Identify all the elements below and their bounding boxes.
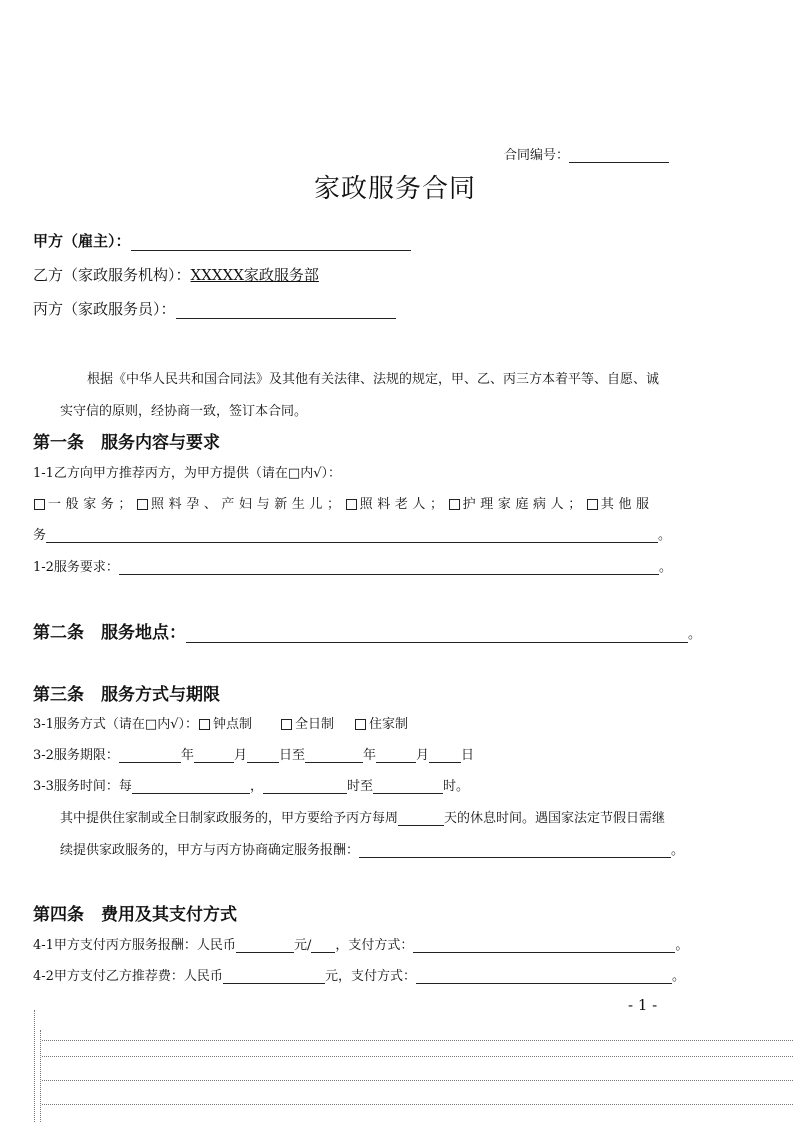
referral-fee-amount-blank xyxy=(223,967,325,984)
preamble-line-2: 实守信的原则，经协商一致，签订本合同。 xyxy=(60,404,308,419)
dotted-guide-horizontal xyxy=(42,1080,793,1081)
article-1-item-1: 1-1乙方向甲方推荐丙方，为甲方提供（请在□内√）： xyxy=(33,466,342,481)
rest-day-text-b: 天的休息时间。遇国家法定节假日需继 xyxy=(444,811,666,826)
service-fee-row xyxy=(33,934,688,953)
rest-days-blank xyxy=(398,809,444,826)
other-service-row xyxy=(33,524,671,543)
service-fee-amount-blank xyxy=(236,936,294,953)
mode-hourly: 钟点制 xyxy=(213,717,253,732)
article-2-row xyxy=(33,618,701,643)
party-a-label: 甲方（雇主）： xyxy=(33,232,131,250)
service-options-row xyxy=(33,493,654,512)
period: 。 xyxy=(658,528,672,543)
end-year-blank xyxy=(305,746,363,763)
service-requirement-blank xyxy=(119,558,659,575)
article-4-title: 第四条 费用及其支付方式 xyxy=(33,905,237,925)
rest-day-text-a: 其中提供住家制或全日制家政服务的，甲方要给予丙方每周 xyxy=(60,811,399,826)
option-checkbox[interactable] xyxy=(346,499,357,510)
year-label: 年 xyxy=(362,748,376,763)
party-a-row xyxy=(33,230,411,251)
party-b-label: 乙方（家政服务机构）： xyxy=(33,266,191,284)
referral-fee-label: 4-2甲方支付乙方推荐费：人民币 xyxy=(33,969,223,984)
period: 。 xyxy=(671,969,685,984)
period: 。 xyxy=(688,627,702,642)
option-other-cont: 务 xyxy=(33,528,47,543)
preamble-line-1: 根据《中华人民共和国合同法》及其他有关法律、法规的规定，甲、乙、丙三方本着平等、自愿、诚 xyxy=(87,372,660,387)
page-number: - 1 - xyxy=(628,996,658,1014)
option-elderly: 照料老人； xyxy=(359,497,448,512)
time-end-label: 时。 xyxy=(442,779,469,794)
option-maternity: 照料孕、产妇与新生儿； xyxy=(151,497,345,512)
day-to-label: 日至 xyxy=(278,748,305,763)
service-fee-unit: 元/ xyxy=(293,938,312,953)
contract-number-label: 合同编号： xyxy=(504,148,570,163)
party-b-value: XXXXX家政服务部 xyxy=(190,266,319,284)
option-checkbox[interactable] xyxy=(587,499,598,510)
dotted-guide-vertical xyxy=(34,1010,35,1122)
referral-payment-label: 元，支付方式： xyxy=(324,969,416,984)
start-month-blank xyxy=(194,746,234,763)
day-label: 日 xyxy=(461,748,475,763)
service-time-label: 3-3服务时间：每 xyxy=(33,779,132,794)
service-time-row xyxy=(33,775,469,794)
option-other: 其他服 xyxy=(600,497,654,512)
period: 。 xyxy=(671,843,685,858)
holiday-pay-text: 续提供家政服务的，甲方与丙方协商确定服务报酬： xyxy=(60,843,360,858)
mode-checkbox[interactable] xyxy=(199,719,210,730)
comma: ， xyxy=(249,779,263,794)
mode-checkbox[interactable] xyxy=(281,719,292,730)
start-day-blank xyxy=(247,746,279,763)
option-checkbox[interactable] xyxy=(449,499,460,510)
period: 。 xyxy=(675,938,689,953)
end-month-blank xyxy=(376,746,416,763)
article-1-title: 第一条 服务内容与要求 xyxy=(33,433,220,453)
service-fee-label: 4-1甲方支付丙方服务报酬：人民币 xyxy=(33,938,236,953)
party-b-row xyxy=(33,264,319,285)
end-time-blank xyxy=(373,777,443,794)
mode-livein: 住家制 xyxy=(369,717,409,732)
option-checkbox[interactable] xyxy=(137,499,148,510)
holiday-pay-row xyxy=(60,839,684,858)
service-fee-period-blank xyxy=(311,936,335,953)
frequency-blank xyxy=(132,777,250,794)
rest-day-row xyxy=(60,807,665,826)
contract-number-blank xyxy=(569,146,669,163)
dotted-guide-horizontal xyxy=(42,1056,793,1057)
service-term-label: 3-2服务期限： xyxy=(33,748,119,763)
dotted-guide-horizontal xyxy=(42,1104,793,1105)
mode-fullday: 全日制 xyxy=(295,717,335,732)
period: 。 xyxy=(658,560,672,575)
service-term-row xyxy=(33,744,474,763)
start-time-blank xyxy=(263,777,347,794)
dotted-guide-horizontal xyxy=(42,1040,793,1041)
mode-checkbox[interactable] xyxy=(355,719,366,730)
service-mode-label: 3-1服务方式（请在□内√）： xyxy=(33,717,199,732)
option-checkbox[interactable] xyxy=(34,499,45,510)
party-c-blank xyxy=(176,302,396,319)
contract-number-row xyxy=(504,144,669,163)
document-title: 家政服务合同 xyxy=(314,174,477,204)
article-3-title: 第三条 服务方式与期限 xyxy=(33,685,220,705)
option-housework: 一般家务； xyxy=(48,497,137,512)
month-label: 月 xyxy=(233,748,247,763)
referral-fee-row xyxy=(33,965,685,984)
dotted-guide-vertical xyxy=(40,1030,41,1122)
service-requirement-row xyxy=(33,556,672,575)
start-year-blank xyxy=(119,746,181,763)
party-c-label: 丙方（家政服务员）： xyxy=(33,300,176,318)
service-location-blank xyxy=(186,626,688,643)
payment-method-blank xyxy=(413,936,675,953)
referral-payment-blank xyxy=(416,967,672,984)
month-label: 月 xyxy=(416,748,430,763)
article-1-item-2: 1-2服务要求： xyxy=(33,560,119,575)
year-label: 年 xyxy=(180,748,194,763)
party-a-blank xyxy=(131,234,411,251)
payment-method-label: ，支付方式： xyxy=(335,938,414,953)
time-to-label: 时至 xyxy=(346,779,373,794)
service-mode-row xyxy=(33,713,408,732)
other-service-blank xyxy=(46,526,658,543)
holiday-pay-blank xyxy=(359,841,671,858)
party-c-row xyxy=(33,298,396,319)
end-day-blank xyxy=(429,746,461,763)
option-patient: 护理家庭病人； xyxy=(462,497,586,512)
article-2-title: 第二条 服务地点： xyxy=(33,623,186,643)
